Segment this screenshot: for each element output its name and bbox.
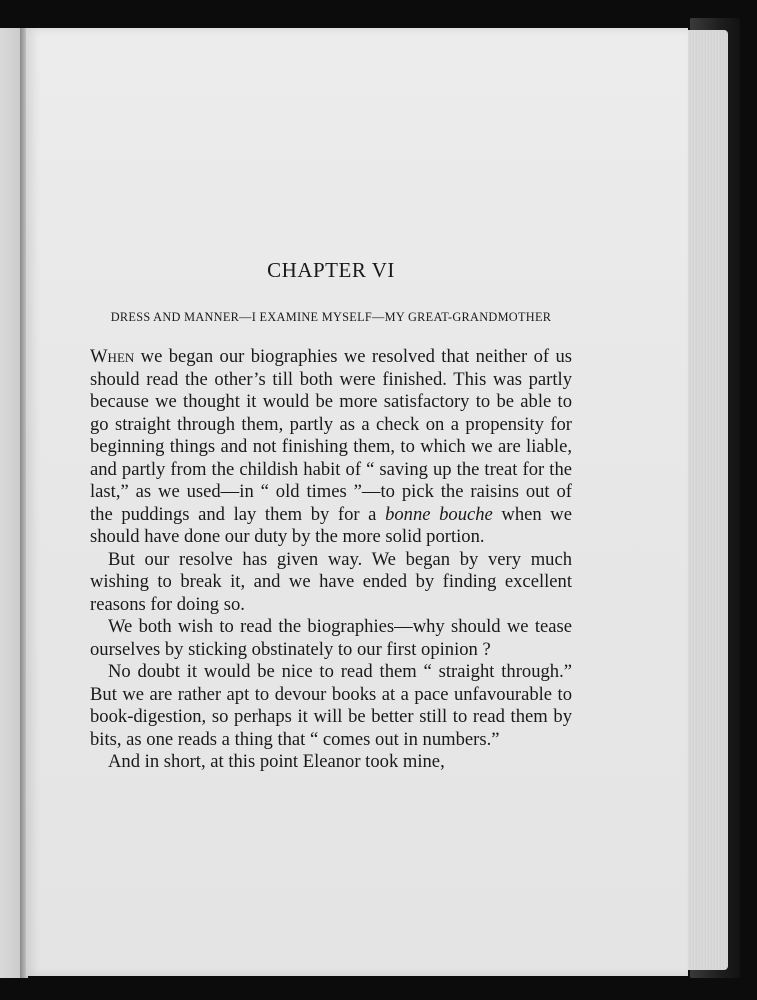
paragraph-text: we began our biographies we resolved that neither of us should read the other’s till both were finished. This was partly because we thought it would be more satisfactory to be able to go straight through them, partly as a check on a propensity for beginning things and not finishing them, to which we are liable, and partly from the childish habit of “ saving up the treat for the last,” as we used—in “ old times ”—to pick the raisins out of the puddings and lay them by for a [90, 346, 572, 525]
paragraph: No doubt it would be nice to read them “ straight through.” But we are rather apt to devour books at a pace unfavourable to book-digestion, so perhaps it will be better still to read them by bits, as one reads a thing that “ comes out in numbers.” [90, 661, 572, 750]
paragraph: But our resolve has given way. We began by very much wishing to break it, and we have ended by finding excellent reasons for doing so. [90, 548, 572, 615]
page [26, 28, 688, 976]
paragraph: We both wish to read the biographies—why should we tease ourselves by sticking obstinately to our first opinion ? [90, 616, 572, 660]
italic-phrase: bonne bouche [385, 503, 493, 525]
chapter-title: CHAPTER VI [267, 258, 395, 282]
paragraph-text-tail: when we should have done our duty by the more solid portion. [90, 503, 572, 547]
paragraph-lead-word: When [90, 346, 135, 367]
paragraph: And in short, at this point Eleanor took mine, [108, 751, 445, 772]
page-content [90, 258, 572, 774]
paragraph [90, 346, 572, 549]
body-text [90, 346, 572, 774]
chapter-subtitle: DRESS AND MANNER—I EXAMINE MYSELF—MY GREAT-GRANDMOTHER [110, 310, 552, 324]
